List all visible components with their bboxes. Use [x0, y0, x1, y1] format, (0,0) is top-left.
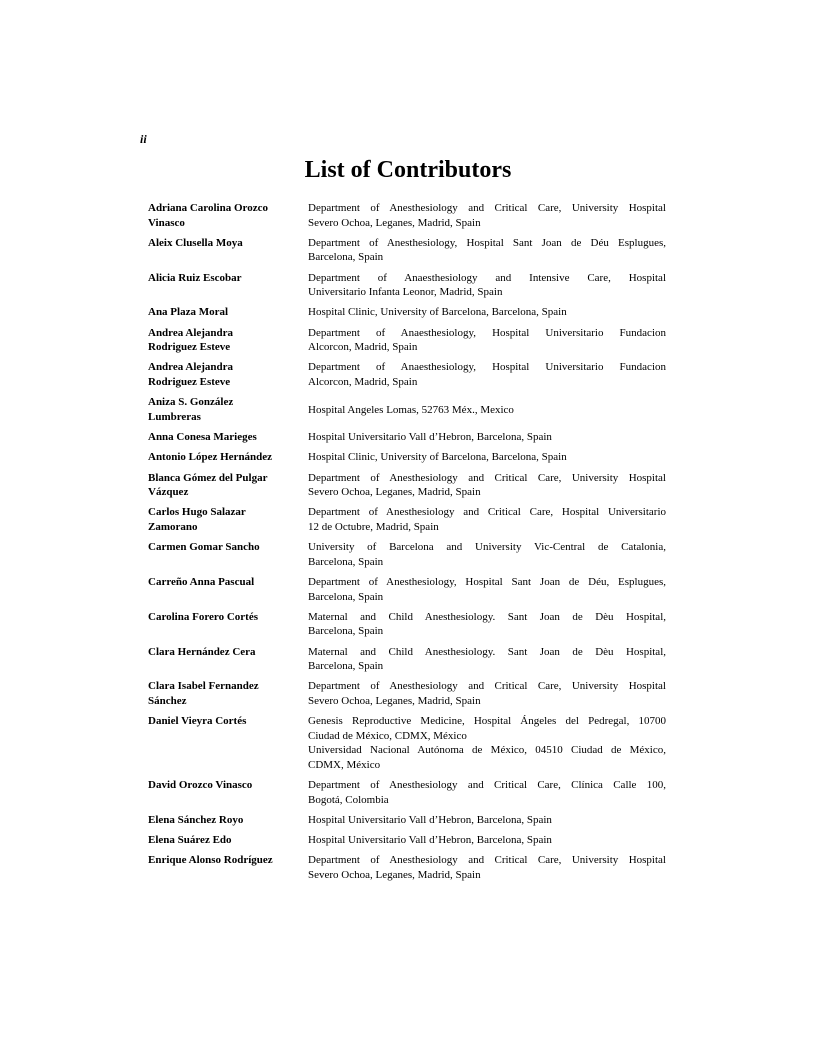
contributor-entry [148, 430, 666, 450]
contributor-affiliation [308, 714, 666, 772]
contributor-name-line: Rodriguez Esteve [148, 375, 231, 388]
affiliation-line: Alcorcon, Madrid, Spain [308, 341, 418, 354]
contributor-affiliation [308, 778, 666, 807]
contributor-entry [148, 236, 666, 271]
contributor-name-line: Enrique Alonso Rodríguez [148, 854, 273, 867]
contributor-affiliation [308, 360, 666, 389]
affiliation-line: Severo Ochoa, Leganes, Madrid, Spain [308, 216, 481, 229]
contributor-name-line: Blanca Gómez del Pulgar [148, 471, 268, 484]
affiliation-line: Barcelona, Spain [308, 251, 384, 264]
contributor-affiliation [308, 403, 666, 418]
contributor-name [148, 575, 308, 604]
contributor-name-line: Vázquez [148, 486, 189, 499]
contributor-name-line: Vinasco [148, 216, 185, 229]
contributor-entry [148, 679, 666, 714]
contributor-name-line: Andrea Alejandra [148, 326, 234, 339]
contributor-name-line: Rodriguez Esteve [148, 341, 231, 354]
affiliation-line: Hospital Universitario Vall d’Hebron, Barcelona, Spain [308, 813, 552, 826]
contributor-name [148, 430, 308, 445]
contributor-name-line: Sánchez [148, 694, 187, 707]
page-title: List of Contributors [304, 157, 512, 183]
contributor-affiliation [308, 853, 666, 882]
affiliation-line: Department of Anesthesiology and Critical Care, University Hospital [308, 202, 666, 214]
contributor-entry [148, 575, 666, 610]
affiliation-line: Department of Anaesthesiology and Intensive Care, Hospital [308, 271, 666, 284]
affiliation-line: Barcelona, Spain [308, 555, 384, 568]
contributor-name-line: Carolina Forero Cortés [148, 610, 258, 623]
affiliation-line: Genesis Reproductive Medicine, Hospital Ángeles del Pedregal, 10700 [308, 715, 666, 728]
contributor-name [148, 271, 308, 300]
affiliation-line: Department of Anesthesiology and Critical Care, University Hospital [308, 680, 666, 693]
contributor-affiliation [308, 679, 666, 708]
affiliation-line: Department of Anesthesiology and Critical Care, Hospital Universitario [308, 506, 666, 519]
affiliation-line: CDMX, México [308, 758, 381, 771]
contributor-name [148, 395, 308, 424]
affiliation-line: Severo Ochoa, Leganes, Madrid, Spain [308, 868, 481, 881]
contributor-name-line: Clara Isabel Fernandez [148, 680, 259, 693]
contributor-affiliation [308, 813, 666, 828]
contributor-name-line: Anna Conesa Marieges [148, 431, 257, 444]
contributor-name [148, 853, 308, 882]
affiliation-line: Department of Anesthesiology, Hospital Sant Joan de Déu Esplugues, [308, 236, 666, 249]
affiliation-line: Department of Anaesthesiology, Hospital Universitario Fundacion [308, 326, 666, 339]
contributor-entry [148, 853, 666, 888]
affiliation-line: 12 de Octubre, Madrid, Spain [308, 520, 439, 533]
contributor-entry [148, 305, 666, 325]
affiliation-line: Severo Ochoa, Leganes, Madrid, Spain [308, 694, 481, 707]
contributor-affiliation [308, 540, 666, 569]
contributor-entry [148, 471, 666, 506]
contributor-entry [148, 271, 666, 306]
contributor-affiliation [308, 833, 666, 848]
contributor-name [148, 540, 308, 569]
affiliation-line: Hospital Universitario Vall d’Hebron, Barcelona, Spain [308, 834, 552, 847]
page-number: ii [140, 132, 147, 146]
affiliation-line: Severo Ochoa, Leganes, Madrid, Spain [308, 486, 481, 499]
contributor-name-line: Carmen Gomar Sancho [148, 541, 260, 554]
contributor-affiliation [308, 430, 666, 445]
contributor-name-line: David Orozco Vinasco [148, 779, 253, 792]
contributor-name-line: Aleix Clusella Moya [148, 236, 243, 249]
contributor-entry [148, 540, 666, 575]
contributor-name [148, 236, 308, 265]
contributor-name [148, 679, 308, 708]
affiliation-line: Universidad Nacional Autónoma de México, 04510 Ciudad de México, [308, 744, 666, 757]
affiliation-line: Bogotá, Colombia [308, 793, 389, 806]
contributor-entry [148, 610, 666, 645]
affiliation-line: Hospital Clinic, University of Barcelona, Barcelona, Spain [308, 306, 567, 319]
contributor-name [148, 714, 308, 772]
contributor-name-line: Clara Hernández Cera [148, 645, 256, 658]
contributor-entry [148, 778, 666, 813]
contributor-entry [148, 450, 666, 470]
affiliation-line: Department of Anaesthesiology, Hospital Universitario Fundacion [308, 361, 666, 374]
contributor-affiliation [308, 610, 666, 639]
contributor-name [148, 326, 308, 355]
affiliation-line: Hospital Universitario Vall d’Hebron, Barcelona, Spain [308, 431, 552, 444]
contributor-name-line: Zamorano [148, 520, 198, 533]
contributor-name-line: Lumbreras [148, 410, 201, 423]
contributor-name-line: Carreño Anna Pascual [148, 576, 255, 589]
contributor-entry [148, 360, 666, 395]
contributor-name-line: Elena Suárez Edo [148, 834, 232, 847]
affiliation-line: Department of Anesthesiology, Hospital Sant Joan de Déu, Esplugues, [308, 576, 666, 589]
contributor-name-line: Daniel Vieyra Cortés [148, 715, 247, 728]
contributor-name-line: Adriana Carolina Orozco [148, 202, 268, 214]
contributor-entry [148, 813, 666, 833]
contributor-name-line: Andrea Alejandra [148, 361, 234, 374]
contributor-name [148, 645, 308, 674]
contributor-entry [148, 833, 666, 853]
affiliation-line: Department of Anesthesiology and Critical Care, Clínica Calle 100, [308, 779, 666, 792]
affiliation-line: Maternal and Child Anesthesiology. Sant Joan de Dèu Hospital, [308, 610, 666, 623]
contributor-affiliation [308, 201, 666, 230]
affiliation-line: Barcelona, Spain [308, 660, 384, 673]
affiliation-line: Department of Anesthesiology and Critical Care, University Hospital [308, 854, 666, 867]
affiliation-line: Universitario Infanta Leonor, Madrid, Spain [308, 286, 503, 299]
contributor-name [148, 201, 308, 230]
contributors-list [148, 201, 666, 888]
contributor-name-line: Elena Sánchez Royo [148, 813, 244, 826]
contributor-name [148, 778, 308, 807]
affiliation-line: Barcelona, Spain [308, 625, 384, 638]
contributor-entry [148, 326, 666, 361]
affiliation-line: University of Barcelona and University Vic-Central de Catalonia, [308, 541, 666, 554]
contributor-affiliation [308, 236, 666, 265]
contributor-name-line: Aniza S. González [148, 396, 234, 409]
contributor-name [148, 360, 308, 389]
contributor-entry [148, 201, 666, 236]
contributor-entry [148, 714, 666, 778]
affiliation-line: Alcorcon, Madrid, Spain [308, 375, 418, 388]
affiliation-line: Hospital Clinic, University of Barcelona, Barcelona, Spain [308, 451, 567, 464]
contributor-name [148, 833, 308, 848]
contributor-affiliation [308, 645, 666, 674]
contributor-name [148, 610, 308, 639]
contributor-affiliation [308, 505, 666, 534]
contributor-affiliation [308, 471, 666, 500]
contributor-affiliation [308, 326, 666, 355]
contributor-entry [148, 505, 666, 540]
contributor-affiliation [308, 305, 666, 320]
contributor-affiliation [308, 575, 666, 604]
affiliation-line: Ciudad de México, CDMX, México [308, 729, 467, 742]
contributor-name-line: Carlos Hugo Salazar [148, 506, 246, 519]
affiliation-line: Hospital Angeles Lomas, 52763 Méx., Mexico [308, 403, 514, 416]
contributor-name [148, 813, 308, 828]
contributor-entry [148, 645, 666, 680]
contributor-name [148, 450, 308, 465]
affiliation-line: Maternal and Child Anesthesiology. Sant Joan de Dèu Hospital, [308, 645, 666, 658]
affiliation-line: Department of Anesthesiology and Critical Care, University Hospital [308, 471, 666, 484]
contributor-affiliation [308, 271, 666, 300]
contributor-name-line: Ana Plaza Moral [148, 306, 229, 319]
contributor-name [148, 505, 308, 534]
contributor-name [148, 305, 308, 320]
contributor-name-line: Alicia Ruiz Escobar [148, 271, 242, 284]
contributor-affiliation [308, 450, 666, 465]
contributor-name [148, 471, 308, 500]
contributor-entry [148, 395, 666, 430]
affiliation-line: Barcelona, Spain [308, 590, 384, 603]
contributor-name-line: Antonio López Hernández [148, 451, 273, 464]
